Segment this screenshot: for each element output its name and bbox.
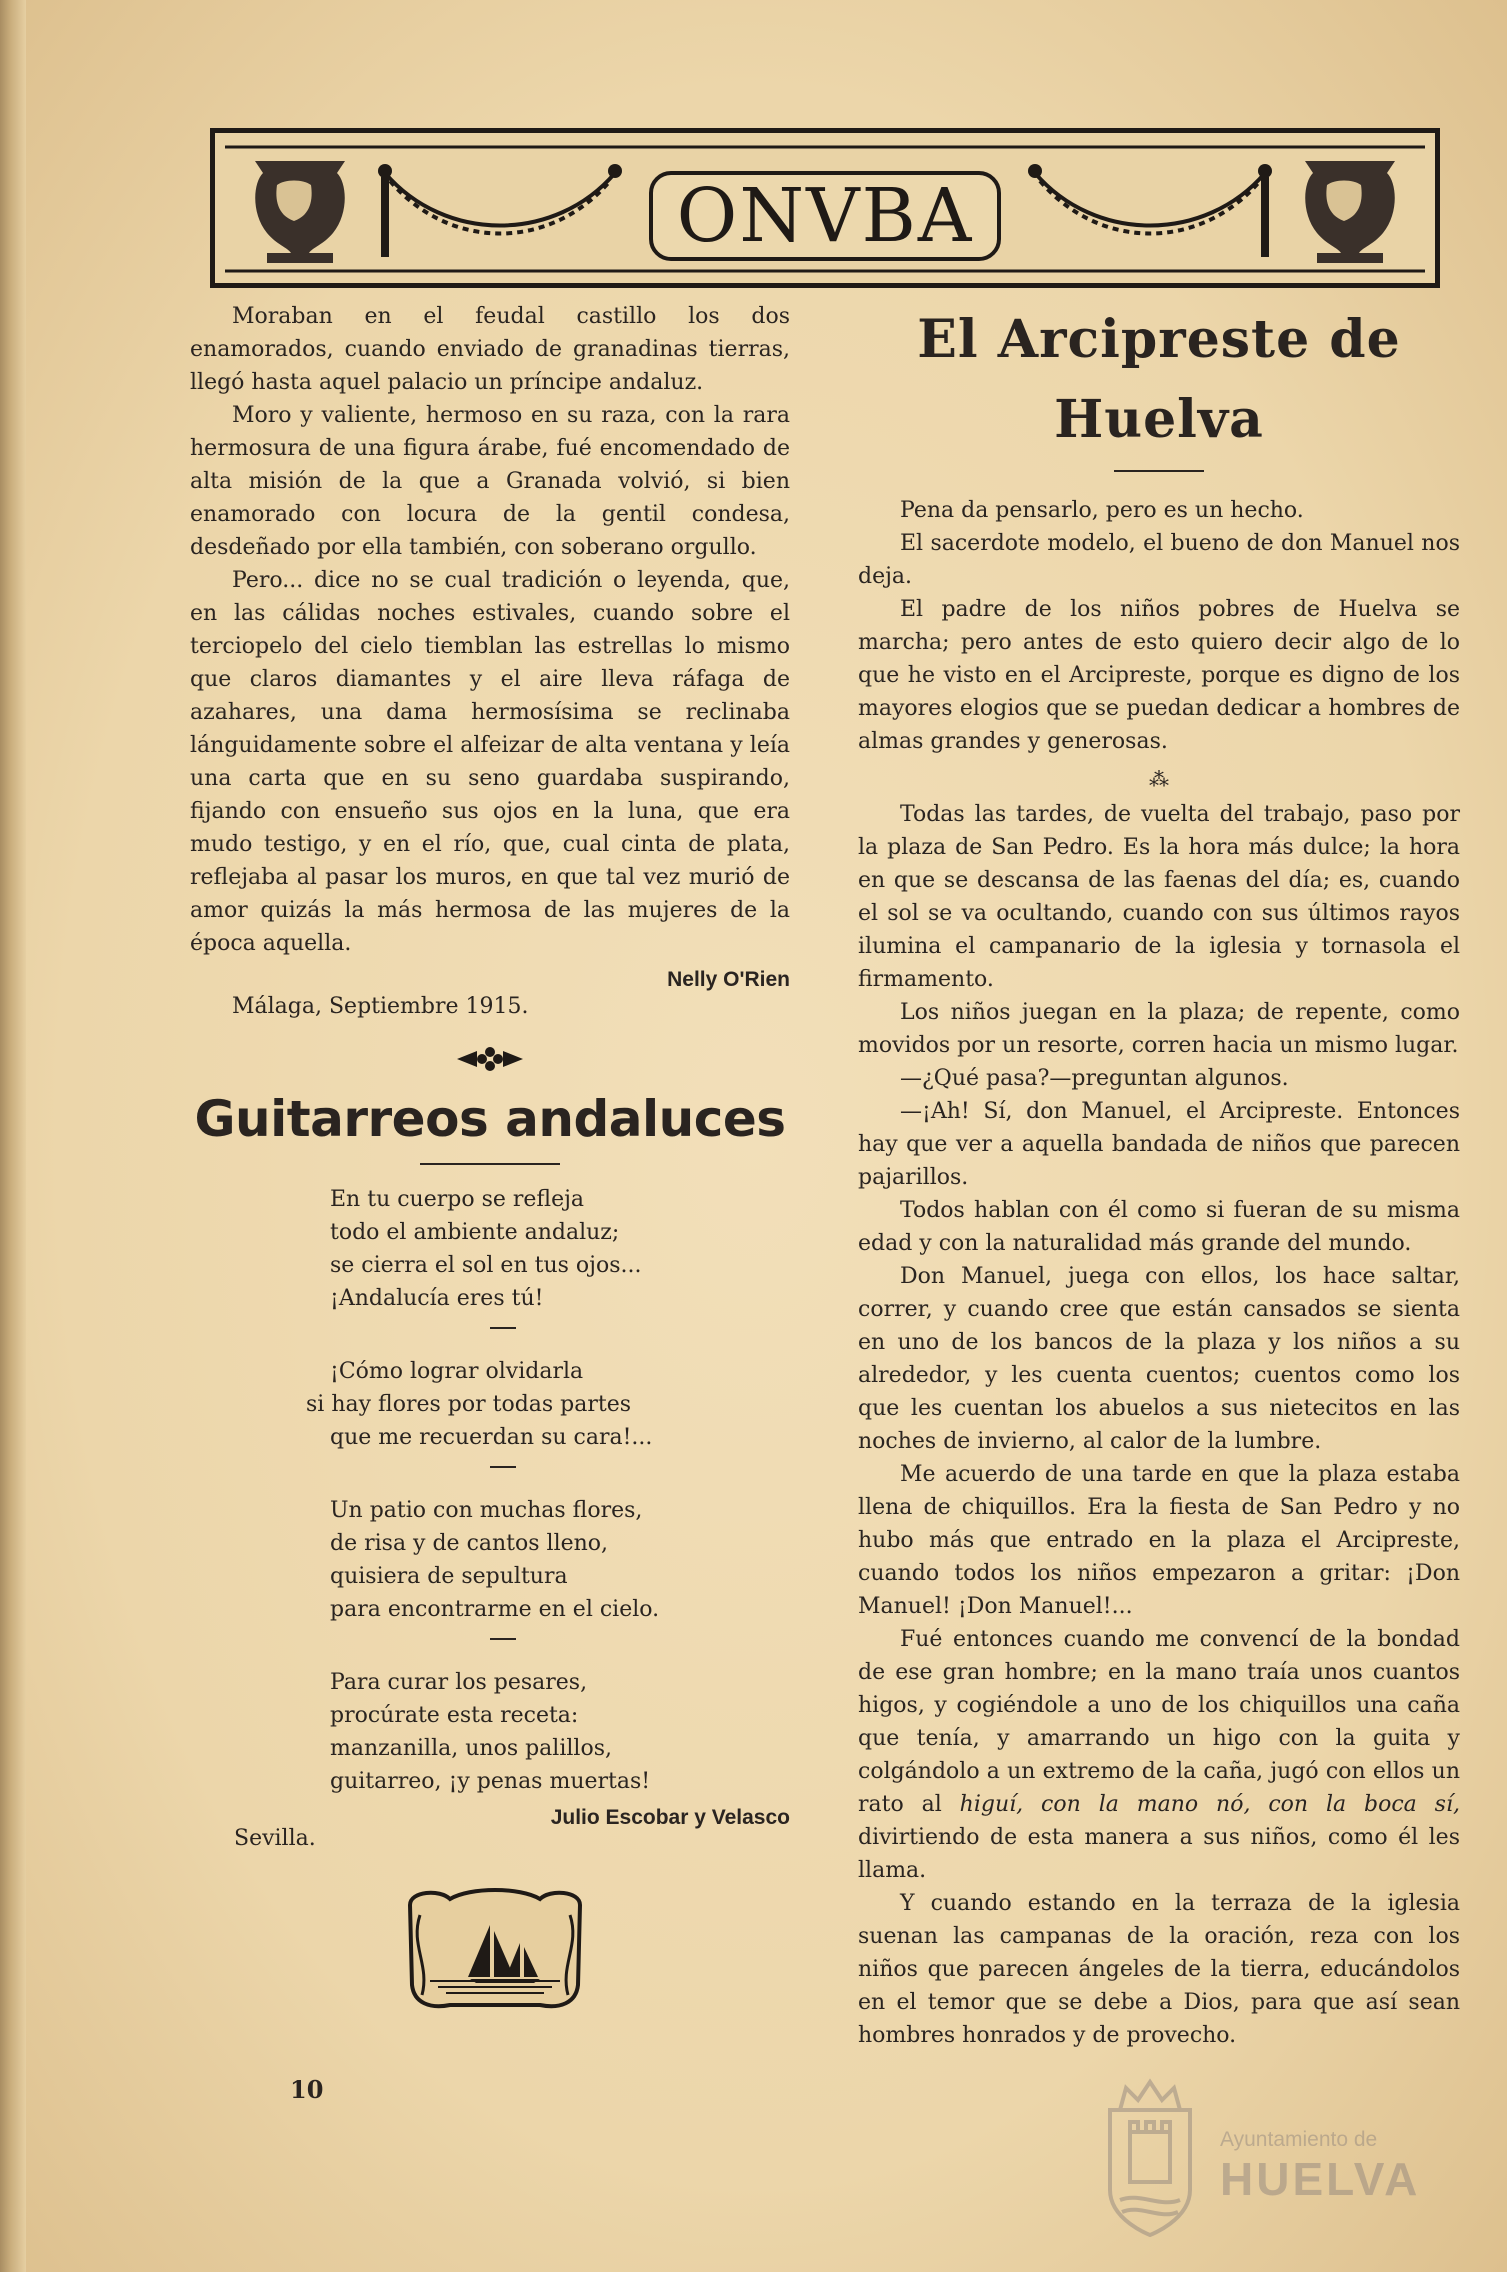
right-column (858, 300, 1460, 2052)
poem-stanza (306, 1355, 790, 1454)
higos-text-italic: higuí, con la mano nó, con la boca sí, (959, 1792, 1461, 1817)
coat-of-arms-icon (1090, 2070, 1210, 2240)
watermark-line-1: Ayuntamiento de (1220, 2128, 1378, 2151)
article-paragraph: Pena da pensarlo, pero es un hecho. (900, 498, 1304, 523)
poem-line: todo el ambiente andaluz; (330, 1220, 620, 1245)
article-paragraph: El padre de los niños pobres de Huelva se marcha; pero antes de esto quiero decir algo de lo que he visto en el Arcipreste, porque es digno de los mayores elogios que se puedan dedicar a hombres de almas grandes y generosas. (858, 597, 1460, 754)
article-paragraph: Y cuando estando en la terraza de la iglesia suenan las campanas de la oración, reza con los niños que parecen ángeles de la tierra, educándolos en el temor que se debe a Dios, para que así sean hombres honrados y de provecho. (858, 1891, 1460, 2048)
asterism: ⁂ (1149, 767, 1169, 791)
poem-line: se cierra el sol en tus ojos... (330, 1253, 642, 1278)
poem-line: ¡Cómo lograr olvidarla (330, 1359, 584, 1384)
article-paragraph: —¿Qué pasa?—preguntan algunos. (900, 1066, 1289, 1091)
poem-stanza (330, 1666, 790, 1798)
title-rule (1114, 470, 1204, 472)
article-paragraph (858, 1623, 1460, 1887)
left-column (190, 300, 790, 2019)
higos-text-after: divirtiendo de esta manera a sus niños, como él les llama. (858, 1825, 1460, 1883)
poem-line: si hay flores por todas partes (306, 1392, 632, 1417)
sailboat-icon (390, 1885, 600, 2015)
poem-author: Julio Escobar y Velasco (550, 1806, 790, 1829)
poem-line: guitarreo, ¡y penas muertas! (330, 1769, 651, 1794)
story-paragraph: Moro y valiente, hermoso en su raza, con la rara hermosura de una figura árabe, fué encomendado de alta misión de la que a Granada volvió, si bien enamorado con locura de la gentil condesa, desdeñado por ella también, con soberano orgullo. (190, 403, 790, 560)
poem-stanza (330, 1494, 790, 1626)
section-divider-ornament (190, 1045, 790, 1081)
poem-line: quisiera de sepultura (330, 1564, 568, 1589)
poem-line: manzanilla, unos palillos, (330, 1736, 612, 1761)
poem-place: Sevilla. (234, 1826, 316, 1851)
poem-line: Un patio con muchas flores, (330, 1498, 643, 1523)
article-paragraph: Me acuerdo de una tarde en que la plaza estaba llena de chiquillos. Era la fiesta de San Pedro y no hubo más que entrado en la plaza el Arcipreste, cuando todos los niños empezaron a gritar: ¡Don Manuel! ¡Don Manuel!... (858, 1462, 1460, 1619)
fleuron-icon (455, 1045, 525, 1073)
page-number: 10 (290, 2075, 324, 2104)
poem-line: En tu cuerpo se refleja (330, 1187, 585, 1212)
article-paragraph: Todos hablan con él como si fueran de su misma edad y con la naturalidad más grande del mundo. (858, 1198, 1460, 1256)
watermark-line-2: HUELVA (1220, 2153, 1421, 2205)
poem-line: para encontrarme en el cielo. (330, 1597, 660, 1622)
story-dateline: Málaga, Septiembre 1915. (232, 994, 529, 1019)
story-paragraph: Pero... dice no se cual tradición o leyenda, que, en las cálidas noches estivales, cuando sobre el terciopelo del cielo tiemblan las estrellas lo mismo que claros diamantes y el aire lleva ráfaga de azahares, una dama hermosísima se reclinaba lánguidamente sobre el alfeizar de alta ventana y leía una carta que en su seno guardaba suspirando, fijando con ensueño sus ojos en la luna, que era mudo testigo, y en el río, que, cual cinta de plata, reflejaba al pasar los muros, en que tal vez murió de amor quizás la más hermosa de las mujeres de la época aquella. (190, 568, 790, 956)
stanza-separator (490, 1466, 516, 1482)
article-paragraph: Todas las tardes, de vuelta del trabajo, paso por la plaza de San Pedro. Es la hora más dulce; la hora en que se descansa de las faenas del día; es, cuando el sol se va ocultando, cuando con sus últimos rayos ilumina el campanario de la iglesia y tornasola el firmamento. (858, 802, 1460, 992)
page-binding-edge (0, 0, 26, 2272)
sailboat-vignette (390, 1885, 790, 2019)
poem-line: de risa y de cantos lleno, (330, 1531, 609, 1556)
poem-stanza (330, 1183, 790, 1315)
article-paragraph: —¡Ah! Sí, don Manuel, el Arcipreste. Entonces hay que ver a aquella bandada de niños que parecen pajarillos. (858, 1099, 1460, 1190)
ayuntamiento-watermark (1090, 2070, 1430, 2240)
poem-line: que me recuerdan su cara!... (330, 1425, 653, 1450)
higos-text-before: Fué entonces cuando me convencí de la bondad de ese gran hombre; en la mano traía unos cuantos higos, y cogiéndole a uno de los chiquillos una caña que tenía, y amarrando un higo con la guita y colgándolo a un extremo de la caña, jugó con ellos un rato al (858, 1627, 1460, 1817)
poem-title: Guitarreos andaluces (194, 1090, 786, 1148)
poem-line: Para curar los pesares, (330, 1670, 588, 1695)
stanza-separator (490, 1638, 516, 1654)
poem-line: ¡Andalucía eres tú! (330, 1286, 544, 1311)
story-text (190, 300, 790, 960)
story-paragraph: Moraban en el feudal castillo los dos enamorados, cuando enviado de granadinas tierras, llegó hasta aquel palacio un príncipe andaluz. (190, 304, 790, 395)
header-banner (210, 128, 1440, 288)
article-paragraph: El sacerdote modelo, el bueno de don Manuel nos deja. (858, 531, 1460, 589)
poem-line: procúrate esta receta: (330, 1703, 579, 1728)
article-paragraph: Don Manuel, juega con ellos, los hace saltar, correr, y cuando cree que están cansados se sienta en uno de los bancos de la plaza y los niños a su alrededor, y les cuenta cuentos; cuentos como los que les cuentan los abuelos a sus nietecitos en las noches de invierno, al calor de la lumbre. (858, 1264, 1460, 1454)
story-author: Nelly O'Rien (667, 968, 790, 991)
title-rule (420, 1163, 560, 1165)
article-paragraph: Los niños juegan en la plaza; de repente, como movidos por un resorte, corren hacia un mismo lugar. (858, 1000, 1460, 1058)
stanza-separator (490, 1327, 516, 1343)
magazine-title: ONVBA (215, 171, 1435, 261)
article-title: El Arcipreste de Huelva (917, 309, 1401, 450)
